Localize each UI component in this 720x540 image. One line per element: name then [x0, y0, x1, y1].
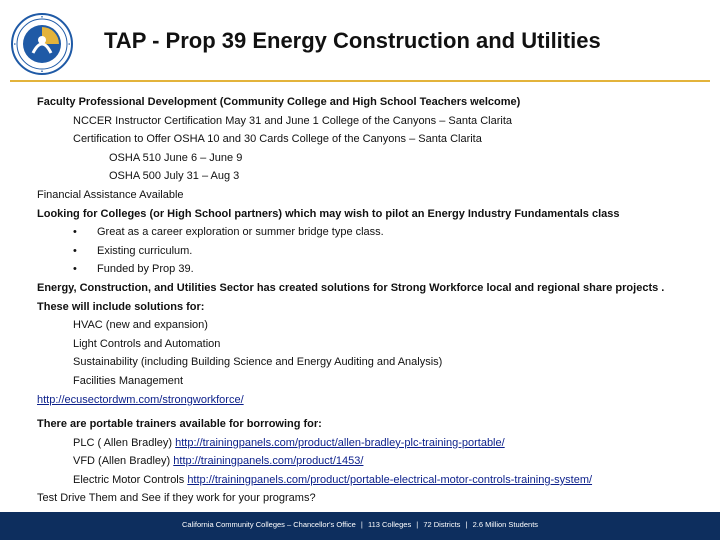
- nccer-line: NCCER Instructor Certification May 31 and June 1 College of the Canyons – Santa Clarita: [73, 114, 512, 127]
- list-item: • Existing curriculum.: [37, 242, 707, 261]
- footer-bar: [0, 512, 720, 540]
- bullet-icon: •: [73, 226, 77, 239]
- solution-item: Light Controls and Automation: [73, 337, 221, 350]
- trainer-item-plc: PLC ( Allen Bradley) http://trainingpanels.com/product/allen-bradley-plc-training-portable/: [73, 436, 505, 449]
- looking-line: Looking for Colleges (or High School partners) which may wish to pilot an Energy Industry Fundamentals class: [37, 207, 620, 220]
- sector-line-2: These will include solutions for:: [37, 300, 205, 313]
- sector-line-1: Energy, Construction, and Utilities Sector has created solutions for Strong Workforce local and regional share projects .: [37, 281, 665, 294]
- solution-item: HVAC (new and expansion): [73, 319, 208, 332]
- solution-item: Facilities Management: [73, 374, 184, 387]
- footer-org: California Community Colleges – Chancellor's Office: [181, 520, 356, 529]
- bullet-icon: •: [73, 263, 77, 276]
- page-title: TAP - Prop 39 Energy Construction and Utilities: [104, 28, 601, 53]
- trainer-item-motor-controls: Electric Motor Controls http://trainingpanels.com/product/portable-electrical-motor-controls-training-system/: [73, 473, 593, 486]
- plc-trainer-link[interactable]: http://trainingpanels.com/product/allen-bradley-plc-training-portable/: [175, 436, 505, 449]
- footer-separator: |: [465, 520, 468, 529]
- closing-line: Test Drive Them and See if they work for your programs?: [37, 492, 316, 505]
- list-item: • Great as a career exploration or summer bridge type class.: [37, 223, 707, 242]
- bullet-icon: •: [73, 244, 77, 257]
- financial-line: Financial Assistance Available: [37, 188, 184, 201]
- trainers-heading: There are portable trainers available for borrowing for:: [37, 418, 322, 431]
- strongworkforce-link[interactable]: http://ecusectordwm.com/strongworkforce/: [37, 393, 244, 406]
- title-divider: [10, 80, 710, 82]
- footer-districts: 72 Districts: [423, 520, 461, 529]
- list-item: • Funded by Prop 39.: [37, 260, 707, 279]
- slide-body: [37, 93, 707, 508]
- footer-students: 2.6 Million Students: [472, 520, 539, 529]
- osha510-line: OSHA 510 June 6 – June 9: [109, 151, 243, 164]
- solution-item: Sustainability (including Building Science and Energy Auditing and Analysis): [73, 356, 443, 369]
- california-community-colleges-seal-icon: [11, 13, 73, 75]
- vfd-trainer-link[interactable]: http://trainingpanels.com/product/1453/: [173, 455, 364, 468]
- osha-cert-line: Certification to Offer OSHA 10 and 30 Cards College of the Canyons – Santa Clarita: [73, 133, 482, 146]
- footer-separator: |: [416, 520, 419, 529]
- motor-controls-trainer-link[interactable]: http://trainingpanels.com/product/portable-electrical-motor-controls-training-system/: [187, 473, 593, 486]
- footer-colleges: 113 Colleges: [367, 520, 412, 529]
- fpd-heading: Faculty Professional Development (Community College and High School Teachers welcome): [37, 96, 521, 108]
- footer-separator: |: [360, 520, 363, 529]
- trainer-item-vfd: VFD (Allen Bradley) http://trainingpanels.com/product/1453/: [73, 455, 364, 468]
- osha500-line: OSHA 500 July 31 – Aug 3: [109, 170, 240, 183]
